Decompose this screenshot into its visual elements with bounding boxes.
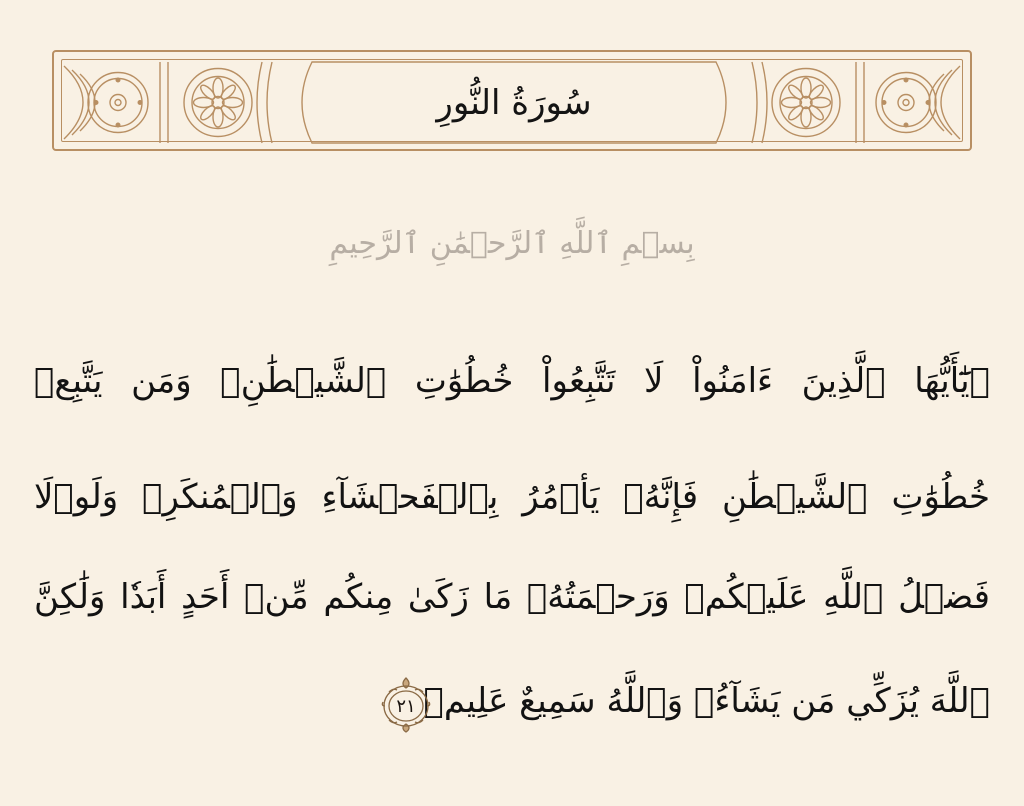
verse-line: ۞يَٰٓأَيُّهَا ٱلَّذِينَ ءَامَنُواْ لَا تَتَّبِعُواْ خُطُوَٰتِ ٱلشَّيۡطَٰنِۚ وَمَن يَتَّبِعۡ	[34, 361, 990, 401]
verse-line: فَضۡلُ ٱللَّهِ عَلَيۡكُمۡ وَرَحۡمَتُهُۥ مَا زَكَىٰ مِنكُم مِّنۡ أَحَدٍ أَبَدٗا وَلَٰكِنَّ	[34, 577, 990, 617]
right-ornament-icon	[744, 60, 962, 145]
verse-line: ٱللَّهَ يُزَكِّي مَن يَشَآءُۗ وَٱللَّهُ سَمِيعٌ عَلِيمٞ	[423, 681, 990, 721]
surah-title: سُورَةُ النُّورِ	[436, 82, 592, 123]
surah-header-banner	[52, 50, 972, 151]
ayah-number: ٢١	[396, 695, 416, 717]
left-ornament-icon	[62, 60, 280, 145]
verse-line: خُطُوَٰتِ ٱلشَّيۡطَٰنِ فَإِنَّهُۥ يَأۡمُرُ بِٱلۡفَحۡشَآءِ وَٱلۡمُنكَرِۚ وَلَوۡلَا	[34, 477, 990, 517]
basmala: بِسۡمِ ٱللَّهِ ٱلرَّحۡمَٰنِ ٱلرَّحِيمِ	[329, 225, 695, 261]
